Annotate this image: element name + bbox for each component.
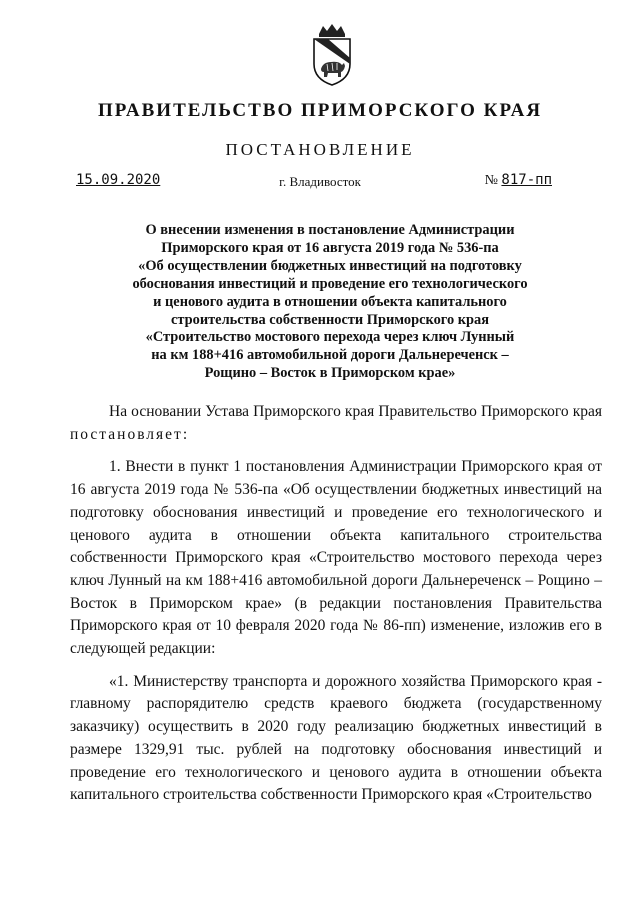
document-date: 15.09.2020 — [76, 172, 161, 188]
document-body — [70, 401, 602, 817]
paragraph-basis — [70, 401, 602, 446]
resolves-word: постановляет: — [70, 425, 190, 443]
title-line: Рощино – Восток в Приморском крае» — [204, 365, 456, 382]
document-city: г. Владивосток — [279, 174, 361, 189]
document-number — [485, 172, 552, 189]
paragraph-new-wording: «1. Министерству транспорта и дорожного хозяйства Приморского края - главному распорядителю средств краевого бюджета (государственному заказчику) осуществить в 2020 году реализацию бюджетных инвестиций в размере 1329,91 тыс. рублей на подготовку обоснования инвестиций и проведение его технологического и ценового аудита в отношении объекта капитального строительства собственности Приморского края «Строительство — [70, 672, 602, 804]
paragraph-item-1: 1. Внести в пункт 1 постановления Администрации Приморского края от 16 августа 2019 года № 536-па «Об осуществлении бюджетных инвестиций на подготовку обоснования инвестиций и проведение его технологического и ценового аудита в отношении объекта капитального строительства собственности Приморского края «Строительство мостового перехода через ключ Лунный на км 188+416 автомобильной дороги Дальнереченск – Рощино – Восток в Приморском крае» (в редакции постановления Правительства Приморского края от 10 февраля 2020 года № 86-пп) изменение, изложив его в следующей редакции: — [70, 458, 602, 658]
number-value: 817-пп — [501, 172, 552, 188]
title-line: на км 188+416 автомобильной дороги Дальнереченск – — [151, 347, 509, 364]
title-line: и ценового аудита в отношении объекта капитального — [153, 293, 507, 310]
number-sign: № — [484, 173, 498, 188]
title-line: «Об осуществлении бюджетных инвестиций на подготовку — [138, 257, 522, 274]
title-line: строительства собственности Приморского края — [170, 311, 490, 328]
coat-of-arms-tiger-icon — [297, 24, 367, 86]
title-line: «Строительство мостового перехода через ключ Лунный — [145, 329, 515, 346]
document-title — [118, 222, 542, 383]
government-name: ПРАВИТЕЛЬСТВО ПРИМОРСКОГО КРАЯ — [97, 100, 543, 121]
basis-text: На основании Устава Приморского края Правительство Приморского края — [109, 403, 602, 420]
document-type: ПОСТАНОВЛЕНИЕ — [225, 140, 415, 159]
title-line: О внесении изменения в постановление Администрации — [145, 222, 515, 238]
title-line: обоснования инвестиций и проведение его технологического — [132, 275, 528, 292]
title-line: Приморского края от 16 августа 2019 года № 536-па — [161, 239, 499, 256]
